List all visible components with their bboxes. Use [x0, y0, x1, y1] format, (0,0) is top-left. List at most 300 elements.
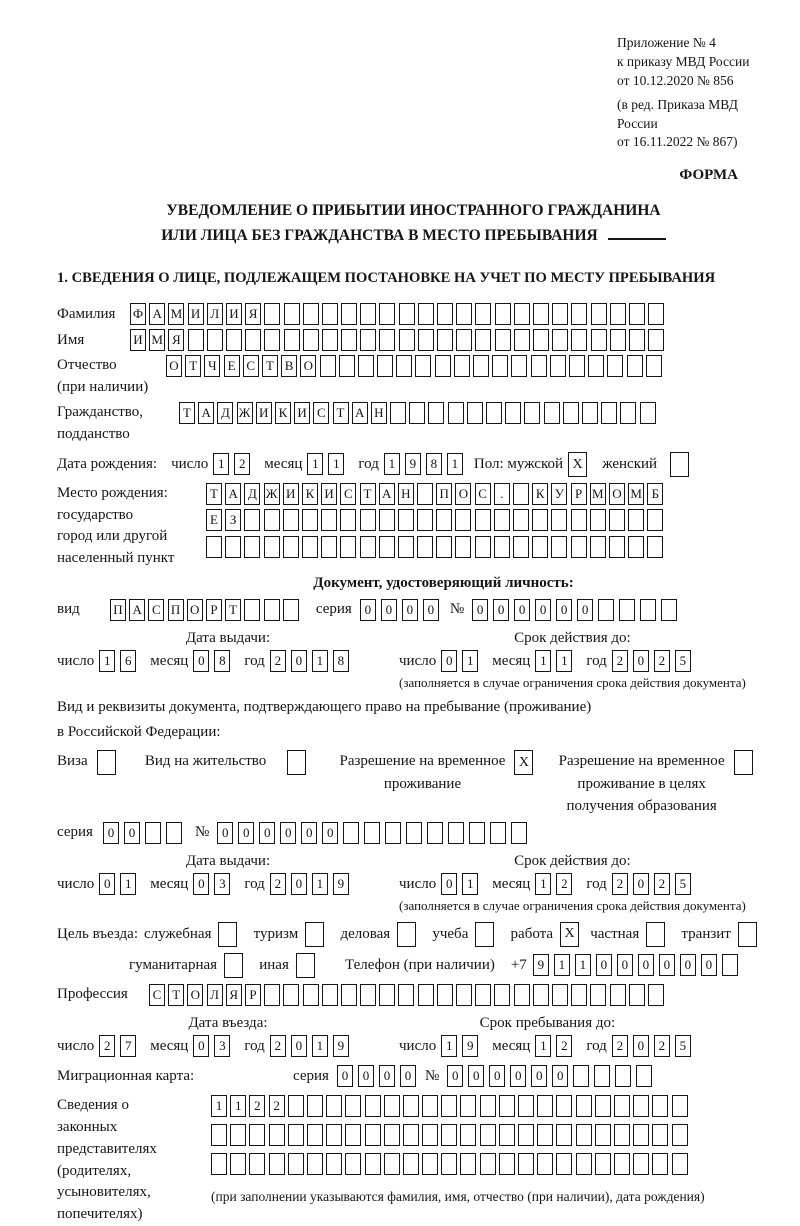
char-cell[interactable]: Ф — [130, 303, 146, 325]
char-cell[interactable] — [598, 599, 614, 621]
char-cell[interactable]: 2 — [612, 650, 628, 672]
char-cell[interactable]: 0 — [379, 1065, 395, 1087]
char-cell[interactable] — [647, 536, 663, 558]
char-cell[interactable] — [544, 402, 560, 424]
char-cell[interactable]: 5 — [675, 650, 691, 672]
char-cell[interactable] — [249, 1153, 265, 1175]
char-cell[interactable]: Ж — [237, 402, 253, 424]
char-cell[interactable] — [364, 822, 380, 844]
char-cell[interactable] — [166, 822, 182, 844]
char-cell[interactable]: 0 — [322, 822, 338, 844]
char-cell[interactable]: 2 — [270, 873, 286, 895]
char-cell[interactable] — [287, 750, 306, 775]
char-cell[interactable]: О — [300, 355, 316, 377]
char-cell[interactable]: 0 — [577, 599, 593, 621]
char-cell[interactable] — [244, 509, 260, 531]
char-cell[interactable] — [288, 1153, 304, 1175]
char-cell[interactable] — [269, 1153, 285, 1175]
char-cell[interactable] — [422, 1124, 438, 1146]
char-cell[interactable] — [305, 922, 324, 947]
char-cell[interactable] — [615, 1065, 631, 1087]
char-cell[interactable]: П — [436, 483, 452, 505]
char-cell[interactable] — [441, 1124, 457, 1146]
char-cell[interactable]: Р — [571, 483, 587, 505]
char-cell[interactable] — [384, 1153, 400, 1175]
char-cell[interactable] — [284, 329, 300, 351]
char-cell[interactable]: 1 — [384, 453, 400, 475]
char-cell[interactable]: 1 — [535, 873, 551, 895]
char-cell[interactable] — [588, 355, 604, 377]
char-cell[interactable]: 1 — [447, 453, 463, 475]
char-cell[interactable]: Е — [206, 509, 222, 531]
char-cell[interactable] — [494, 509, 510, 531]
char-cell[interactable] — [590, 509, 606, 531]
char-cell[interactable]: 9 — [462, 1035, 478, 1057]
char-cell[interactable]: С — [340, 483, 356, 505]
char-cell[interactable] — [571, 303, 587, 325]
char-cell[interactable] — [595, 1124, 611, 1146]
char-cell[interactable]: 0 — [633, 1035, 649, 1057]
char-cell[interactable]: С — [313, 402, 329, 424]
char-cell[interactable]: П — [110, 599, 126, 621]
char-cell[interactable]: 5 — [675, 873, 691, 895]
char-cell[interactable] — [326, 1095, 342, 1117]
char-cell[interactable] — [418, 303, 434, 325]
char-cell[interactable] — [514, 303, 530, 325]
char-cell[interactable]: 2 — [654, 1035, 670, 1057]
char-cell[interactable] — [269, 1124, 285, 1146]
char-cell[interactable] — [513, 536, 529, 558]
char-cell[interactable] — [398, 509, 414, 531]
char-cell[interactable] — [418, 329, 434, 351]
char-cell[interactable] — [415, 355, 431, 377]
char-cell[interactable]: В — [281, 355, 297, 377]
char-cell[interactable] — [629, 329, 645, 351]
char-cell[interactable]: 1 — [441, 1035, 457, 1057]
char-cell[interactable] — [610, 984, 626, 1006]
char-cell[interactable] — [556, 1124, 572, 1146]
char-cell[interactable]: О — [166, 355, 182, 377]
char-cell[interactable]: И — [130, 329, 146, 351]
char-cell[interactable] — [556, 1095, 572, 1117]
char-cell[interactable] — [646, 355, 662, 377]
char-cell[interactable]: 0 — [556, 599, 572, 621]
char-cell[interactable] — [188, 329, 204, 351]
char-cell[interactable] — [595, 1153, 611, 1175]
char-cell[interactable] — [532, 536, 548, 558]
char-cell[interactable] — [469, 822, 485, 844]
char-cell[interactable]: X — [560, 922, 579, 947]
char-cell[interactable]: 0 — [701, 954, 717, 976]
char-cell[interactable]: С — [243, 355, 259, 377]
char-cell[interactable] — [633, 1124, 649, 1146]
char-cell[interactable]: Л — [207, 303, 223, 325]
char-cell[interactable] — [537, 1124, 553, 1146]
char-cell[interactable]: 0 — [217, 822, 233, 844]
char-cell[interactable]: М — [628, 483, 644, 505]
char-cell[interactable] — [590, 984, 606, 1006]
char-cell[interactable] — [385, 822, 401, 844]
char-cell[interactable]: 1 — [554, 954, 570, 976]
char-cell[interactable] — [341, 303, 357, 325]
char-cell[interactable] — [533, 303, 549, 325]
char-cell[interactable]: 1 — [211, 1095, 227, 1117]
char-cell[interactable] — [636, 1065, 652, 1087]
char-cell[interactable]: О — [187, 599, 203, 621]
char-cell[interactable]: Т — [225, 599, 241, 621]
char-cell[interactable] — [428, 402, 444, 424]
char-cell[interactable] — [609, 536, 625, 558]
char-cell[interactable] — [399, 329, 415, 351]
char-cell[interactable] — [422, 1153, 438, 1175]
char-cell[interactable]: 2 — [234, 453, 250, 475]
char-cell[interactable] — [614, 1153, 630, 1175]
char-cell[interactable]: 1 — [120, 873, 136, 895]
char-cell[interactable] — [563, 402, 579, 424]
char-cell[interactable] — [283, 984, 299, 1006]
char-cell[interactable] — [456, 329, 472, 351]
char-cell[interactable] — [495, 303, 511, 325]
char-cell[interactable] — [467, 402, 483, 424]
char-cell[interactable]: 0 — [381, 599, 397, 621]
char-cell[interactable]: 3 — [214, 873, 230, 895]
char-cell[interactable] — [406, 822, 422, 844]
char-cell[interactable] — [264, 984, 280, 1006]
char-cell[interactable]: 0 — [510, 1065, 526, 1087]
char-cell[interactable]: 1 — [230, 1095, 246, 1117]
char-cell[interactable] — [326, 1153, 342, 1175]
char-cell[interactable] — [365, 1095, 381, 1117]
char-cell[interactable] — [322, 303, 338, 325]
char-cell[interactable] — [218, 922, 237, 947]
char-cell[interactable] — [341, 329, 357, 351]
char-cell[interactable]: Т — [185, 355, 201, 377]
char-cell[interactable] — [505, 402, 521, 424]
char-cell[interactable] — [499, 1095, 515, 1117]
char-cell[interactable]: 9 — [333, 873, 349, 895]
char-cell[interactable] — [343, 822, 359, 844]
char-cell[interactable]: 1 — [213, 453, 229, 475]
char-cell[interactable] — [224, 953, 243, 978]
char-cell[interactable] — [398, 536, 414, 558]
char-cell[interactable]: И — [256, 402, 272, 424]
char-cell[interactable]: Д — [244, 483, 260, 505]
char-cell[interactable] — [340, 536, 356, 558]
char-cell[interactable] — [513, 483, 529, 505]
char-cell[interactable]: Т — [262, 355, 278, 377]
char-cell[interactable] — [322, 329, 338, 351]
char-cell[interactable]: 0 — [291, 1035, 307, 1057]
char-cell[interactable]: 0 — [291, 873, 307, 895]
char-cell[interactable]: 0 — [472, 599, 488, 621]
char-cell[interactable]: 1 — [575, 954, 591, 976]
char-cell[interactable] — [436, 536, 452, 558]
char-cell[interactable] — [614, 1095, 630, 1117]
char-cell[interactable] — [455, 536, 471, 558]
char-cell[interactable]: Т — [360, 483, 376, 505]
char-cell[interactable] — [390, 402, 406, 424]
char-cell[interactable]: 0 — [531, 1065, 547, 1087]
char-cell[interactable]: К — [532, 483, 548, 505]
char-cell[interactable] — [619, 599, 635, 621]
char-cell[interactable] — [647, 509, 663, 531]
char-cell[interactable] — [552, 303, 568, 325]
char-cell[interactable] — [571, 984, 587, 1006]
char-cell[interactable] — [436, 509, 452, 531]
char-cell[interactable] — [513, 509, 529, 531]
char-cell[interactable]: 1 — [556, 650, 572, 672]
char-cell[interactable] — [620, 402, 636, 424]
char-cell[interactable] — [97, 750, 116, 775]
char-cell[interactable]: 0 — [447, 1065, 463, 1087]
char-cell[interactable]: 2 — [556, 1035, 572, 1057]
char-cell[interactable] — [494, 536, 510, 558]
char-cell[interactable] — [345, 1124, 361, 1146]
char-cell[interactable] — [360, 509, 376, 531]
char-cell[interactable] — [403, 1095, 419, 1117]
char-cell[interactable]: 1 — [99, 650, 115, 672]
char-cell[interactable]: 1 — [312, 650, 328, 672]
char-cell[interactable]: 0 — [468, 1065, 484, 1087]
char-cell[interactable] — [249, 1124, 265, 1146]
char-cell[interactable]: Ч — [204, 355, 220, 377]
char-cell[interactable] — [360, 329, 376, 351]
char-cell[interactable]: 0 — [680, 954, 696, 976]
char-cell[interactable] — [499, 1124, 515, 1146]
char-cell[interactable] — [399, 303, 415, 325]
char-cell[interactable] — [417, 536, 433, 558]
char-cell[interactable] — [145, 822, 161, 844]
char-cell[interactable] — [533, 329, 549, 351]
char-cell[interactable]: 2 — [612, 873, 628, 895]
char-cell[interactable]: 0 — [124, 822, 140, 844]
char-cell[interactable]: Т — [168, 984, 184, 1006]
char-cell[interactable] — [230, 1124, 246, 1146]
char-cell[interactable] — [531, 355, 547, 377]
char-cell[interactable]: 5 — [675, 1035, 691, 1057]
char-cell[interactable] — [379, 509, 395, 531]
char-cell[interactable]: З — [225, 509, 241, 531]
char-cell[interactable] — [296, 953, 315, 978]
char-cell[interactable]: 2 — [654, 873, 670, 895]
char-cell[interactable]: С — [148, 599, 164, 621]
char-cell[interactable] — [284, 303, 300, 325]
char-cell[interactable]: 1 — [462, 650, 478, 672]
char-cell[interactable] — [417, 483, 433, 505]
char-cell[interactable] — [345, 1095, 361, 1117]
char-cell[interactable]: К — [302, 483, 318, 505]
char-cell[interactable]: 0 — [493, 599, 509, 621]
char-cell[interactable]: 0 — [535, 599, 551, 621]
char-cell[interactable]: И — [283, 483, 299, 505]
char-cell[interactable] — [460, 1124, 476, 1146]
char-cell[interactable] — [264, 509, 280, 531]
char-cell[interactable]: 0 — [99, 873, 115, 895]
char-cell[interactable] — [379, 303, 395, 325]
char-cell[interactable] — [475, 984, 491, 1006]
char-cell[interactable]: С — [475, 483, 491, 505]
char-cell[interactable] — [629, 303, 645, 325]
char-cell[interactable] — [556, 1153, 572, 1175]
char-cell[interactable] — [264, 599, 280, 621]
char-cell[interactable] — [384, 1095, 400, 1117]
char-cell[interactable] — [537, 1153, 553, 1175]
char-cell[interactable]: 2 — [270, 650, 286, 672]
char-cell[interactable]: И — [188, 303, 204, 325]
char-cell[interactable] — [591, 303, 607, 325]
char-cell[interactable] — [524, 402, 540, 424]
char-cell[interactable]: А — [379, 483, 395, 505]
char-cell[interactable] — [633, 1095, 649, 1117]
char-cell[interactable] — [640, 599, 656, 621]
char-cell[interactable] — [437, 984, 453, 1006]
char-cell[interactable] — [627, 355, 643, 377]
char-cell[interactable]: А — [198, 402, 214, 424]
char-cell[interactable] — [571, 536, 587, 558]
char-cell[interactable]: Т — [206, 483, 222, 505]
char-cell[interactable] — [384, 1124, 400, 1146]
char-cell[interactable]: М — [149, 329, 165, 351]
char-cell[interactable] — [573, 1065, 589, 1087]
char-cell[interactable]: 0 — [441, 873, 457, 895]
char-cell[interactable] — [409, 402, 425, 424]
char-cell[interactable] — [511, 355, 527, 377]
char-cell[interactable] — [398, 984, 414, 1006]
char-cell[interactable] — [460, 1095, 476, 1117]
char-cell[interactable]: 0 — [441, 650, 457, 672]
char-cell[interactable]: 1 — [312, 1035, 328, 1057]
char-cell[interactable]: 8 — [333, 650, 349, 672]
char-cell[interactable] — [576, 1153, 592, 1175]
char-cell[interactable] — [460, 1153, 476, 1175]
char-cell[interactable]: 8 — [214, 650, 230, 672]
char-cell[interactable]: О — [609, 483, 625, 505]
char-cell[interactable] — [495, 329, 511, 351]
char-cell[interactable]: Я — [226, 984, 242, 1006]
char-cell[interactable] — [417, 509, 433, 531]
char-cell[interactable] — [283, 509, 299, 531]
char-cell[interactable] — [594, 1065, 610, 1087]
char-cell[interactable] — [307, 1124, 323, 1146]
char-cell[interactable] — [345, 1153, 361, 1175]
char-cell[interactable] — [518, 1124, 534, 1146]
char-cell[interactable] — [582, 402, 598, 424]
char-cell[interactable] — [486, 402, 502, 424]
char-cell[interactable] — [722, 954, 738, 976]
char-cell[interactable]: 0 — [193, 873, 209, 895]
char-cell[interactable] — [264, 303, 280, 325]
char-cell[interactable] — [264, 536, 280, 558]
char-cell[interactable] — [551, 536, 567, 558]
char-cell[interactable]: Р — [245, 984, 261, 1006]
char-cell[interactable]: 9 — [405, 453, 421, 475]
char-cell[interactable] — [533, 984, 549, 1006]
char-cell[interactable] — [590, 536, 606, 558]
char-cell[interactable] — [672, 1124, 688, 1146]
char-cell[interactable]: 0 — [291, 650, 307, 672]
char-cell[interactable]: 9 — [333, 1035, 349, 1057]
char-cell[interactable]: Н — [398, 483, 414, 505]
char-cell[interactable]: 0 — [659, 954, 675, 976]
char-cell[interactable]: О — [455, 483, 471, 505]
char-cell[interactable] — [396, 355, 412, 377]
char-cell[interactable] — [652, 1153, 668, 1175]
char-cell[interactable]: 0 — [193, 650, 209, 672]
char-cell[interactable]: 2 — [249, 1095, 265, 1117]
char-cell[interactable] — [738, 922, 757, 947]
char-cell[interactable] — [206, 536, 222, 558]
char-cell[interactable] — [448, 822, 464, 844]
char-cell[interactable]: И — [321, 483, 337, 505]
char-cell[interactable]: И — [226, 303, 242, 325]
char-cell[interactable]: 1 — [307, 453, 323, 475]
char-cell[interactable]: Я — [245, 303, 261, 325]
char-cell[interactable]: М — [168, 303, 184, 325]
char-cell[interactable] — [571, 329, 587, 351]
char-cell[interactable]: 0 — [638, 954, 654, 976]
char-cell[interactable] — [490, 822, 506, 844]
char-cell[interactable] — [283, 536, 299, 558]
char-cell[interactable]: Е — [224, 355, 240, 377]
char-cell[interactable]: Ж — [264, 483, 280, 505]
char-cell[interactable]: 0 — [280, 822, 296, 844]
char-cell[interactable]: 0 — [514, 599, 530, 621]
char-cell[interactable] — [360, 536, 376, 558]
char-cell[interactable] — [303, 329, 319, 351]
char-cell[interactable] — [610, 329, 626, 351]
char-cell[interactable]: С — [149, 984, 165, 1006]
char-cell[interactable] — [499, 1153, 515, 1175]
char-cell[interactable] — [633, 1153, 649, 1175]
char-cell[interactable]: Б — [647, 483, 663, 505]
char-cell[interactable]: 0 — [617, 954, 633, 976]
char-cell[interactable] — [518, 1153, 534, 1175]
char-cell[interactable] — [607, 355, 623, 377]
char-cell[interactable]: 0 — [596, 954, 612, 976]
char-cell[interactable] — [494, 984, 510, 1006]
char-cell[interactable] — [360, 984, 376, 1006]
char-cell[interactable] — [475, 509, 491, 531]
char-cell[interactable]: 0 — [552, 1065, 568, 1087]
char-cell[interactable]: П — [168, 599, 184, 621]
char-cell[interactable] — [456, 303, 472, 325]
char-cell[interactable]: 0 — [259, 822, 275, 844]
char-cell[interactable] — [550, 355, 566, 377]
char-cell[interactable] — [552, 984, 568, 1006]
char-cell[interactable]: Я — [168, 329, 184, 351]
char-cell[interactable] — [591, 329, 607, 351]
char-cell[interactable] — [211, 1153, 227, 1175]
char-cell[interactable]: 2 — [99, 1035, 115, 1057]
char-cell[interactable] — [511, 822, 527, 844]
char-cell[interactable]: У — [551, 483, 567, 505]
char-cell[interactable]: Д — [217, 402, 233, 424]
char-cell[interactable] — [264, 329, 280, 351]
char-cell[interactable] — [441, 1095, 457, 1117]
char-cell[interactable]: К — [275, 402, 291, 424]
char-cell[interactable] — [661, 599, 677, 621]
char-cell[interactable] — [321, 509, 337, 531]
char-cell[interactable] — [492, 355, 508, 377]
char-cell[interactable] — [652, 1124, 668, 1146]
char-cell[interactable] — [302, 536, 318, 558]
char-cell[interactable]: А — [149, 303, 165, 325]
char-cell[interactable]: А — [225, 483, 241, 505]
char-cell[interactable]: 2 — [556, 873, 572, 895]
char-cell[interactable] — [360, 303, 376, 325]
char-cell[interactable]: О — [187, 984, 203, 1006]
char-cell[interactable] — [652, 1095, 668, 1117]
